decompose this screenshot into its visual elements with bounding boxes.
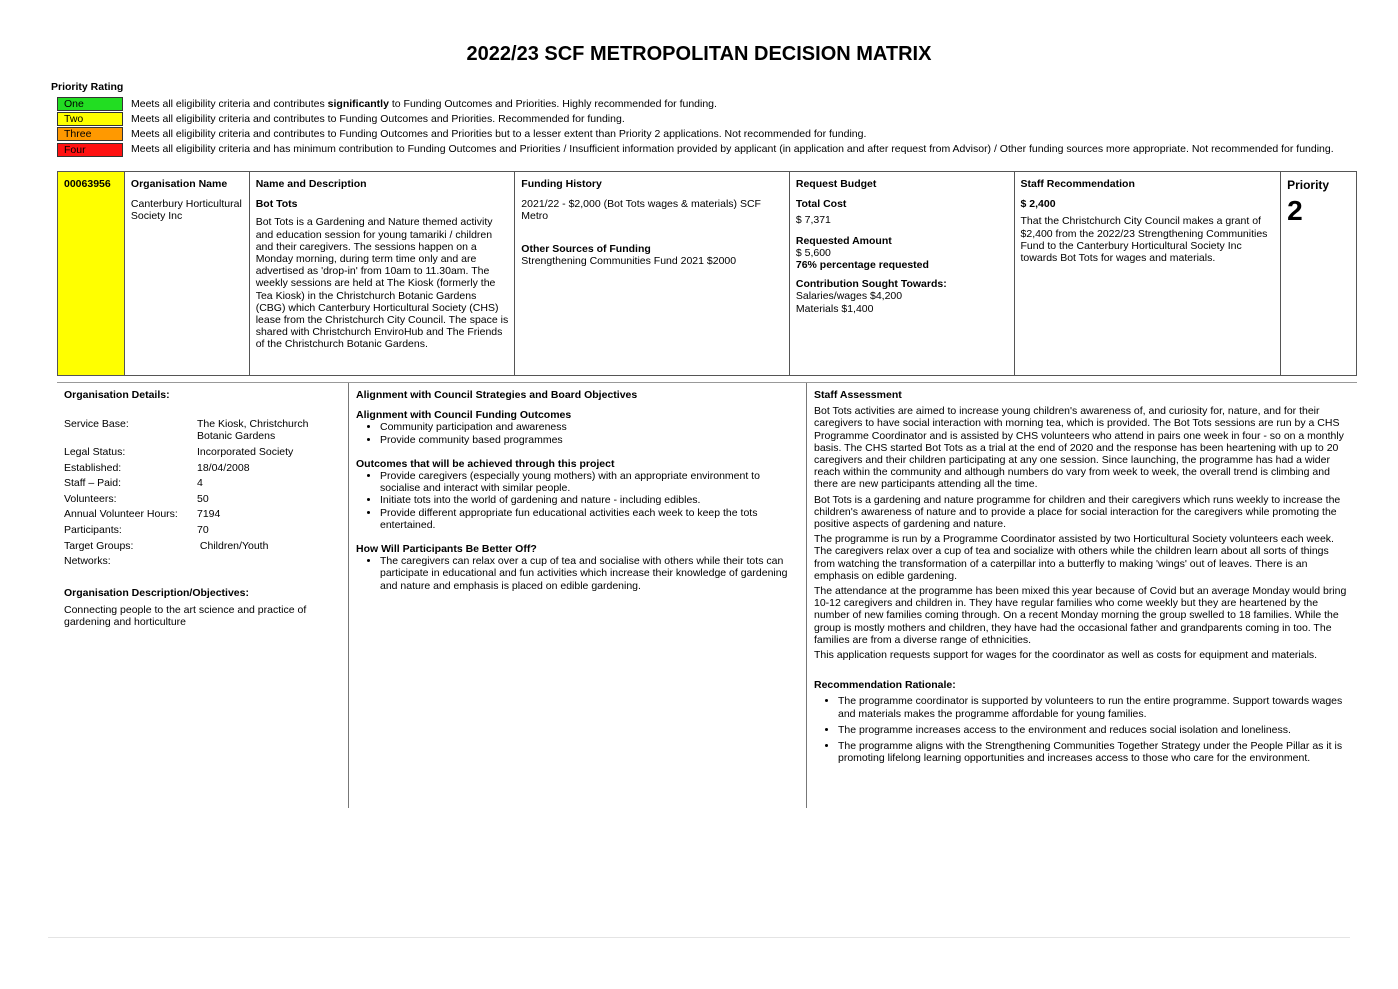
application-summary-table xyxy=(57,171,1357,376)
org-name-header: Organisation Name xyxy=(130,178,228,190)
rationale-list xyxy=(814,695,1349,764)
assessment-paragraph: The programme is run by a Programme Coordinator assisted by two Horticultural Society volunteers each week. The caregivers relax over a cup of tea and socialize with others while the children learn about all sorts of things from watching the transformation of a caterpillar into a butterfly to making 'wings' out of leaves. There is an emphasis on edible gardening. xyxy=(814,533,1334,582)
detail-value: 4 xyxy=(197,477,203,490)
rationale-heading: Recommendation Rationale: xyxy=(814,679,956,692)
name-description-cell xyxy=(250,172,516,375)
priority-header: Priority xyxy=(1287,178,1330,192)
project-name: Bot Tots xyxy=(255,198,298,211)
priority-swatch-four: Four xyxy=(57,143,123,157)
funding-outcomes-list xyxy=(356,421,799,445)
list-item: • Provide different appropriate fun educational activities each week to keep the tots entertained. xyxy=(380,507,799,531)
staff-recommendation-amount: $ 2,400 xyxy=(1020,198,1056,211)
org-description-text: Connecting people to the art science and practice of gardening and horticulture xyxy=(64,603,307,628)
priority-text-four: Meets all eligibility criteria and has minimum contribution to Funding Outcomes and Priorities / Insufficient information provided by applicant (in application and after request from Advisor) / Other funding sources more appropriate. Not recommended for funding. xyxy=(131,143,1334,156)
staff-assessment-column xyxy=(806,383,1356,808)
priority-rating-heading: Priority Rating xyxy=(51,81,124,93)
funding-history: 2021/22 - $2,000 (Bot Tots wages & materials) SCF Metro xyxy=(521,198,761,223)
detail-value: 70 xyxy=(197,523,209,536)
outcomes-heading: Outcomes that will be achieved through this project xyxy=(356,457,615,470)
priority-legend xyxy=(57,96,1334,157)
list-item: • Community participation and awareness xyxy=(380,421,799,433)
org-name-cell xyxy=(125,172,250,375)
contribution-line: Materials $1,400 xyxy=(795,302,874,315)
contribution-line: Salaries/wages $4,200 xyxy=(795,290,903,303)
detail-label: Legal Status: xyxy=(64,446,126,458)
better-off-heading: How Will Participants Be Better Off? xyxy=(356,543,537,556)
alignment-heading: Alignment with Council Strategies and Board Objectives xyxy=(356,389,638,401)
application-id-cell xyxy=(58,172,125,375)
better-off-list xyxy=(356,555,799,592)
priority-swatch-two: Two xyxy=(57,112,123,126)
priority-text-two: Meets all eligibility criteria and contributes to Funding Outcomes and Priorities. Recommended for funding. xyxy=(131,112,625,125)
assessment-paragraph: This application requests support for wages for the coordinator as well as costs for equipment and materials. xyxy=(814,649,1318,662)
detail-row-target-groups xyxy=(64,540,341,552)
priority-swatch-three: Three xyxy=(57,127,123,141)
funding-outcomes-heading: Alignment with Council Funding Outcomes xyxy=(356,409,572,422)
detail-value: 7194 xyxy=(197,508,221,521)
requested-amount: $ 5,600 xyxy=(795,246,831,259)
assessment-paragraph: Bot Tots is a gardening and nature programme for children and their caregivers which runs weekly to increase the children's awareness of nature and to provide a place for social interaction for the caregivers while promoting the positive aspects of gardening and nature. xyxy=(814,493,1341,531)
priority-legend-row-three xyxy=(57,127,1334,142)
detail-row-volunteers xyxy=(64,493,341,505)
detail-row-participants xyxy=(64,524,341,536)
detail-row-networks xyxy=(64,555,341,567)
other-sources-header: Other Sources of Funding xyxy=(521,242,651,255)
other-sources: Strengthening Communities Fund 2021 $2000 xyxy=(521,254,737,267)
priority-text-one-bold: significantly xyxy=(327,97,389,110)
list-item: • The programme increases access to the environment and reduces social isolation and loneliness. xyxy=(838,724,1349,736)
detail-label: Established: xyxy=(64,461,122,474)
staff-recommendation-header: Staff Recommendation xyxy=(1020,178,1135,190)
detail-row-established xyxy=(64,462,341,474)
request-budget-header: Request Budget xyxy=(795,178,877,190)
org-description-heading: Organisation Description/Objectives: xyxy=(64,587,249,600)
list-item: • The programme aligns with the Strengthening Communities Together Strategy under the People Pillar as it is promoting lifelong learning opportunities and increases access to those who care for the environment. xyxy=(838,740,1349,764)
funding-history-header: Funding History xyxy=(521,178,602,190)
org-name: Canterbury Horticultural Society Inc xyxy=(130,198,242,223)
outcomes-list xyxy=(356,470,799,531)
priority-swatch-one: One xyxy=(57,97,123,111)
priority-cell xyxy=(1281,172,1356,375)
page-title: 2022/23 SCF METROPOLITAN DECISION MATRIX xyxy=(466,43,932,65)
priority-text-one-end: to Funding Outcomes and Priorities. Highly recommended for funding. xyxy=(388,97,717,110)
staff-assessment-heading: Staff Assessment xyxy=(814,389,902,401)
list-item: • Initiate tots into the world of gardening and nature - including edibles. xyxy=(380,494,799,506)
percentage-requested: 76% percentage requested xyxy=(795,259,929,272)
detail-row-service-base xyxy=(64,418,341,442)
org-details-heading: Organisation Details: xyxy=(64,389,170,401)
detail-label: Networks: xyxy=(64,555,111,568)
list-item: • The caregivers can relax over a cup of tea and socialise with others while their tots can participate in educational and fun activities which increase their knowledge of gardening and nature and emphasis is placed on edible gardening. xyxy=(380,555,799,592)
list-item: • The programme coordinator is supported by volunteers to run the entire programme. Support towards wages and materials makes the programme affordable for young families. xyxy=(838,695,1349,719)
priority-legend-row-two xyxy=(57,111,1334,126)
detail-label: Target Groups: xyxy=(64,539,134,552)
detail-row-legal-status xyxy=(64,446,341,458)
detail-label: Annual Volunteer Hours: xyxy=(64,508,178,521)
priority-value: 2 xyxy=(1287,195,1303,227)
detail-value: The Kiosk, Christchurch Botanic Gardens xyxy=(197,418,309,443)
name-description-header: Name and Description xyxy=(255,178,367,190)
detail-label: Service Base: xyxy=(64,418,129,431)
detail-label: Volunteers: xyxy=(64,492,117,505)
staff-recommendation-text: That the Christchurch City Council makes a grant of $2,400 from the 2022/23 Strengthening Communities Fund to the Canterbury Horticultural Society Inc towards Bot Tots for wages and materials. xyxy=(1020,215,1268,265)
assessment-paragraph: Bot Tots activities are aimed to increase young children's awareness of, and curiosity for, nature, and for their caregivers to have social interaction with morning tea, which is provided. The Bot Tots sessions are run by a CHS Programme Coordinator and is assisted by CHS volunteers who attend in pairs one week in four - so on a monthly basis. The CHS started Bot Tots as a trial at the end of 2020 and the response has been heartening with up to 20 caregivers and their children participating at any one session. Since launching, the programme has had a wider reach within the community and although numbers do vary from week to week, the overall trend is climbing and there are new participants attending all the time. xyxy=(814,405,1344,491)
detail-value: 18/04/2008 xyxy=(197,461,250,474)
list-item: • Provide community based programmes xyxy=(380,434,799,446)
total-cost: $ 7,371 xyxy=(795,214,831,227)
priority-text-one-start: Meets all eligibility criteria and contributes xyxy=(131,97,328,110)
project-description: Bot Tots is a Gardening and Nature themed activity and education session for young tamariki / children and their caregivers. The sessions happen on a Monday morning, during term time only and are advertised as 'drop-in' from 10am to 11.30am. The weekly sessions are held at The Kiosk (formerly the Tea Kiosk) in the Christchurch Botanic Gardens (CBG) which Canterbury Horticultural Society (CHS) lease from the Christchurch City Council. The space is shared with Christchurch EnviroHub and The Friends of the Christchurch Botanic Gardens. xyxy=(255,216,509,351)
detail-value: Incorporated Society xyxy=(197,446,294,458)
staff-recommendation-cell xyxy=(1015,172,1282,375)
priority-text-three: Meets all eligibility criteria and contributes to Funding Outcomes and Priorities but to a lesser extent than Priority 2 applications. Not recommended for funding. xyxy=(131,128,867,141)
detail-label: Participants: xyxy=(64,523,122,536)
request-budget-cell xyxy=(790,172,1015,375)
priority-legend-row-four xyxy=(57,142,1334,157)
priority-text-one xyxy=(131,98,717,110)
total-cost-label: Total Cost xyxy=(795,198,847,211)
requested-amount-label: Requested Amount xyxy=(795,234,892,247)
detail-value: 50 xyxy=(197,492,209,505)
application-id: 00063956 xyxy=(64,178,111,190)
detail-row-volunteer-hours xyxy=(64,508,341,520)
funding-history-cell xyxy=(515,172,790,375)
list-item: • Provide caregivers (especially young mothers) with an appropriate environment to socialise and interact with similar people. xyxy=(380,470,799,494)
organisation-details-column xyxy=(57,383,348,634)
detail-row-staff-paid xyxy=(64,477,341,489)
priority-legend-row-one xyxy=(57,96,1334,111)
detail-label: Staff – Paid: xyxy=(64,477,122,490)
contribution-label: Contribution Sought Towards: xyxy=(795,278,947,291)
alignment-column xyxy=(348,383,806,808)
footer-divider xyxy=(48,937,1350,938)
detail-value: Children/Youth xyxy=(197,539,269,552)
assessment-paragraph: The attendance at the programme has been mixed this year because of Covid but an average Monday would bring 10-12 caregivers and children in. They have regular families who come weekly but they are heartened by the number of new families coming through. On a recent Monday morning the group swelled to 18 families. While the group is mostly mothers and children, they have had the occasional father and grandparents coming in too. The families are from a diverse range of ethnicities. xyxy=(814,585,1347,646)
